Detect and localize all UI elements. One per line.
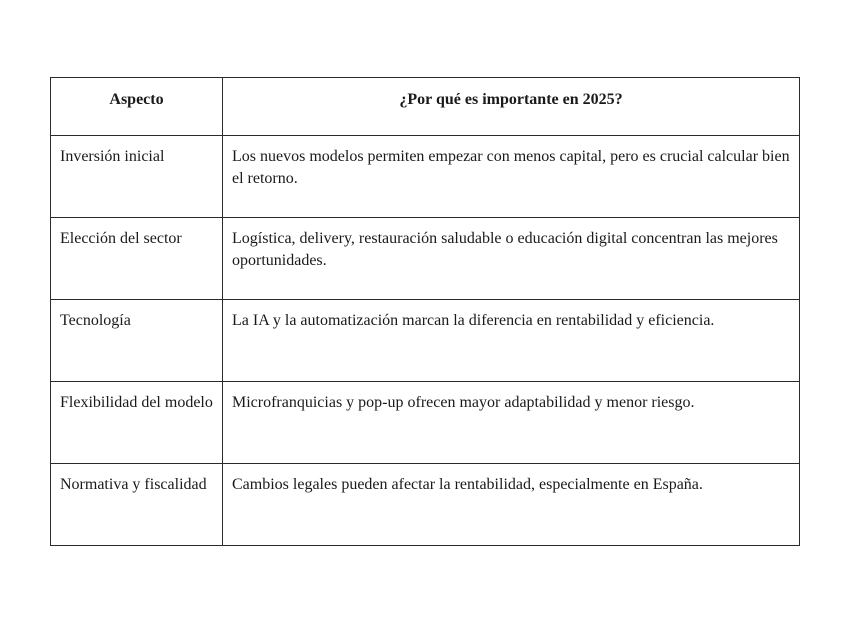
aspects-table — [50, 77, 800, 546]
header-aspect: Aspecto — [51, 78, 223, 136]
cell-aspect: Flexibilidad del modelo — [51, 382, 223, 464]
table-row — [51, 382, 800, 464]
table-row — [51, 136, 800, 218]
table-row — [51, 464, 800, 546]
table-header-row — [51, 78, 800, 136]
cell-reason: Microfranquicias y pop-up ofrecen mayor adaptabilidad y menor riesgo. — [223, 382, 800, 464]
table-row — [51, 218, 800, 300]
table-row — [51, 300, 800, 382]
cell-aspect: Tecnología — [51, 300, 223, 382]
cell-reason: Cambios legales pueden afectar la rentabilidad, especialmente en España. — [223, 464, 800, 546]
cell-reason: Los nuevos modelos permiten empezar con menos capital, pero es crucial calcular bien el retorno. — [223, 136, 800, 218]
header-reason: ¿Por qué es importante en 2025? — [223, 78, 800, 136]
cell-reason: Logística, delivery, restauración saludable o educación digital concentran las mejores oportunidades. — [223, 218, 800, 300]
cell-reason: La IA y la automatización marcan la diferencia en rentabilidad y eficiencia. — [223, 300, 800, 382]
cell-aspect: Inversión inicial — [51, 136, 223, 218]
cell-aspect: Normativa y fiscalidad — [51, 464, 223, 546]
cell-aspect: Elección del sector — [51, 218, 223, 300]
